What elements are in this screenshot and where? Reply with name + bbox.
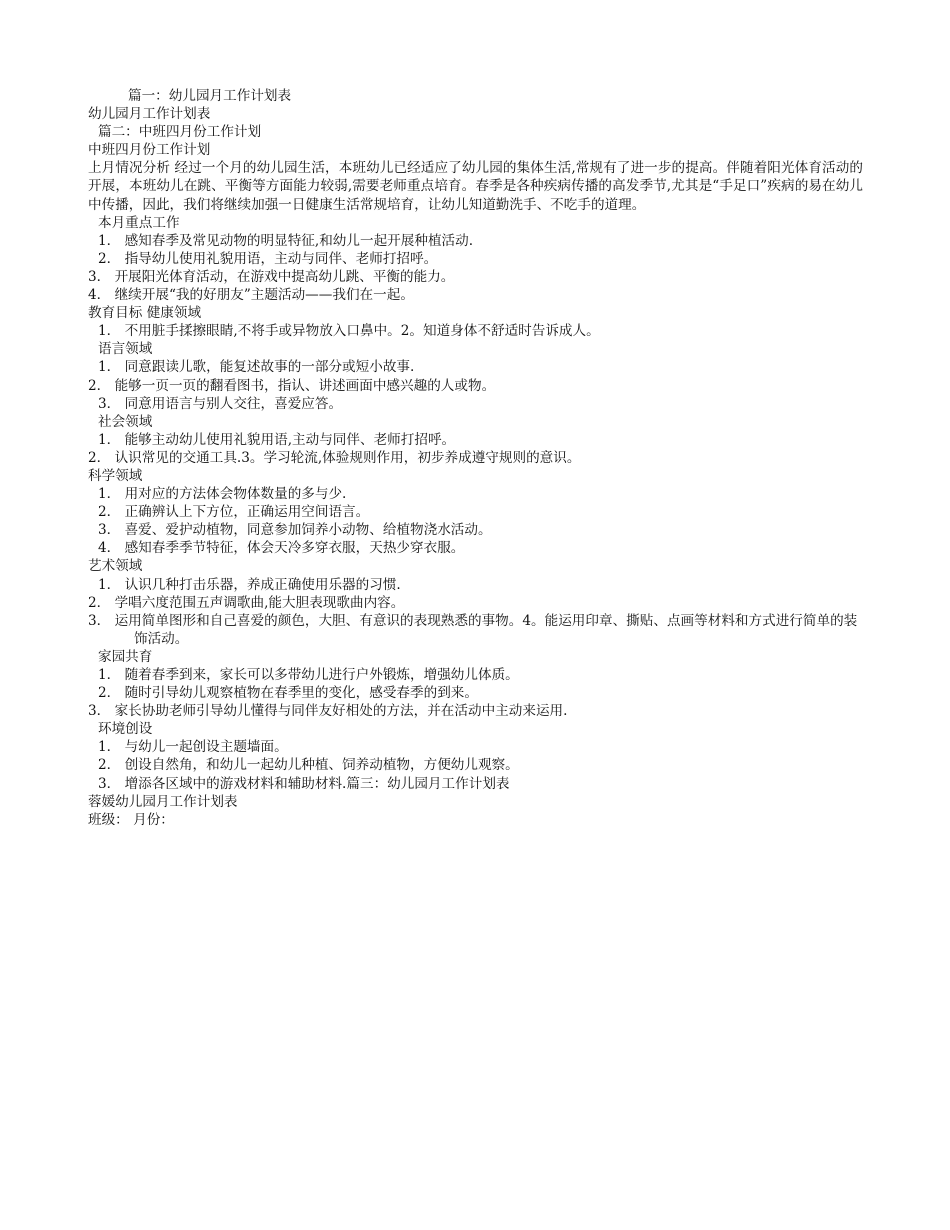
key-work-item: 4． 继续开展“我的好朋友”主题活动——我们在一起。	[88, 287, 414, 304]
language-goal-item: 3． 同意用语言与别人交往，喜爱应答。	[98, 395, 343, 412]
home-school-item: 1． 随着春季到来，家长可以多带幼儿进行户外锻炼，增强幼儿体质。	[98, 667, 519, 683]
language-goal-item: 1． 同意跟读儿歌，能复述故事的一部分或短小故事.	[98, 359, 415, 376]
part-two-title: 篇二：中班四月份工作计划	[98, 124, 262, 141]
section-heading-art: 艺术领域	[88, 558, 143, 575]
environment-item: 3． 增添各区域中的游戏材料和辅助材料.篇三：幼儿园月工作计划表	[98, 775, 510, 792]
health-goal-item: 1． 不用脏手揉擦眼睛,不将手或异物放入口鼻中。2。知道身体不舒适时告诉成人。	[98, 323, 600, 340]
part-one-heading: 幼儿园月工作计划表	[88, 106, 211, 123]
part-three-heading: 蓉媛幼儿园月工作计划表	[88, 793, 238, 810]
part-two-heading: 中班四月份工作计划	[88, 142, 211, 159]
section-heading-education-goals-health: 教育目标 健康领域	[88, 305, 202, 322]
key-work-item: 3． 开展阳光体育活动，在游戏中提高幼儿跳、平衡的能力。	[88, 268, 455, 285]
section-heading-language: 语言领域	[98, 341, 153, 358]
environment-item: 2． 创设自然角，和幼儿一起幼儿种植、饲养动植物，方便幼儿观察。	[98, 757, 519, 774]
class-month-fields: 班级： 月份：	[88, 811, 174, 828]
science-goal-item: 1． 用对应的方法体会物体数量的多与少.	[98, 486, 347, 503]
science-goal-item: 3． 喜爱、爱护动植物，同意参加饲养小动物、给植物浇水活动。	[98, 522, 492, 539]
section-heading-environment: 环境创设	[98, 721, 153, 738]
part-one-title: 篇一：幼儿园月工作计划表	[128, 88, 292, 104]
language-goal-item: 2． 能够一页一页的翻看图书，指认、讲述画面中感兴趣的人或物。	[88, 377, 496, 394]
environment-item: 1． 与幼儿一起创设主题墙面。	[98, 739, 288, 756]
science-goal-item: 2． 正确辨认上下方位，正确运用空间语言。	[98, 504, 370, 521]
art-goal-item: 1． 认识几种打击乐器，养成正确使用乐器的习惯.	[98, 576, 401, 593]
document-body	[88, 87, 863, 829]
home-school-item: 2． 随时引导幼儿观察植物在春季里的变化，感受春季的到来。	[98, 685, 478, 702]
section-heading-key-work: 本月重点工作	[98, 214, 180, 231]
home-school-item: 3． 家长协助老师引导幼儿懂得与同伴友好相处的方法，并在活动中主动来运用.	[88, 703, 568, 720]
science-goal-item: 4． 感知春季季节特征，体会天冷多穿衣服，天热少穿衣服。	[98, 540, 465, 557]
social-goal-item: 1． 能够主动幼儿使用礼貌用语,主动与同伴、老师打招呼。	[98, 431, 456, 448]
section-heading-science: 科学领域	[88, 467, 143, 484]
social-goal-item: 2． 认识常见的交通工具.3。学习轮流,体验规则作用，初步养成遵守规则的意识。	[88, 449, 581, 466]
art-goal-item: 2． 学唱六度范围五声调歌曲,能大胆表现歌曲内容。	[88, 594, 405, 611]
key-work-item: 1． 感知春季及常见动物的明显特征,和幼儿一起开展种植活动.	[98, 232, 474, 249]
art-goal-item: 3． 运用简单图形和自己喜爱的颜色，大胆、有意识的表现熟悉的事物。4。能运用印章、撕贴、点画等材料和方式进行简单的装饰活动。	[88, 612, 858, 647]
section-heading-social: 社会领域	[98, 413, 153, 430]
section-heading-home-school: 家园共育	[98, 648, 153, 665]
last-month-analysis-paragraph: 上月情况分析 经过一个月的幼儿园生活，本班幼儿已经适应了幼儿园的集体生活,常规有了进一步的提高。伴随着阳光体育活动的开展，本班幼儿在跳、平衡等方面能力较弱,需要老师重点培育。春季是各种疾病传播的高发季节,尤其是“手足口”疾病的易在幼儿中传播，因此，我们将继续加强一日健康生活常规培育，让幼儿知道勤洗手、不吃手的道理。	[88, 160, 863, 213]
key-work-item: 2． 指导幼儿使用礼貌用语，主动与同伴、老师打招呼。	[98, 250, 438, 267]
